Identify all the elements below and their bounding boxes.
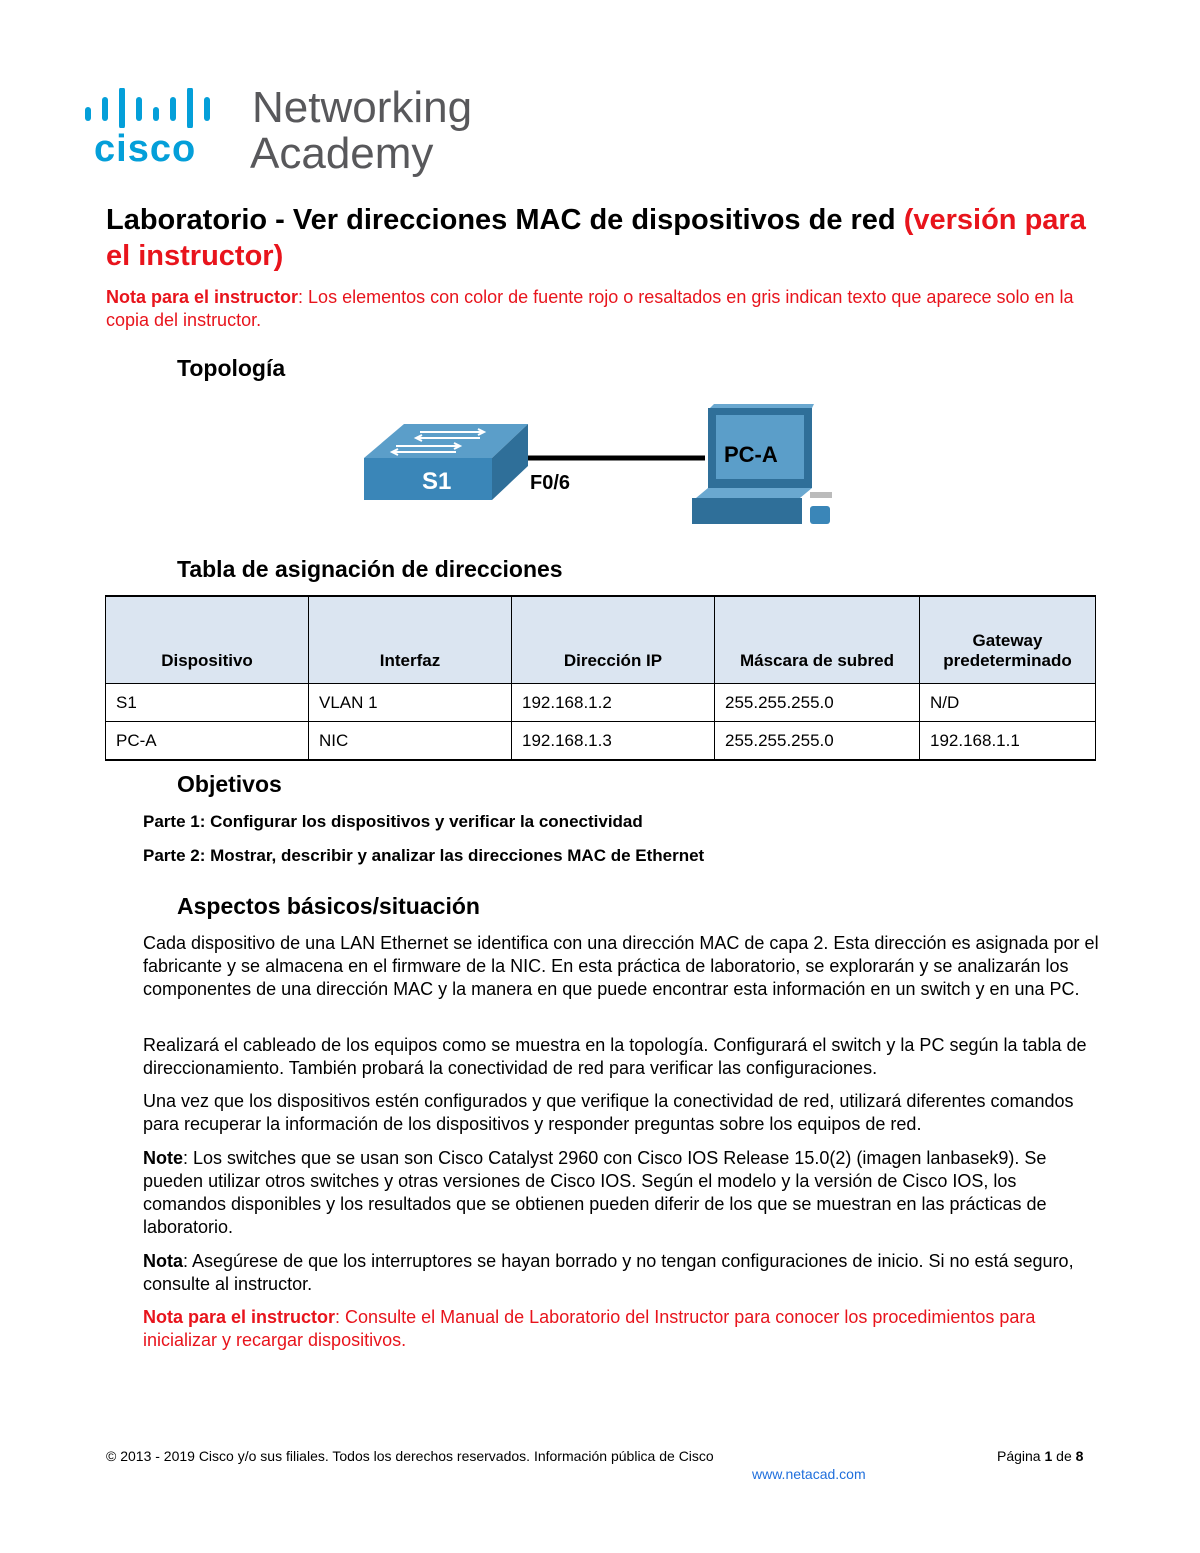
- instructor-note-text: : Los elementos con color de fuente rojo o resaltados en gris indican texto que aparece solo en la copia del instructor.: [106, 287, 1074, 330]
- header-ip: Dirección IP: [512, 596, 715, 684]
- title-main: Laboratorio - Ver direcciones MAC de dispositivos de red: [106, 204, 896, 236]
- logo-networking: Networking: [252, 83, 473, 132]
- section-background-heading: Aspectos básicos/situación: [177, 893, 480, 919]
- title-instructor-version: (versión para el instructor): [106, 204, 1086, 272]
- note-label: Nota: [143, 1251, 183, 1271]
- footer-page-number: [997, 1448, 1083, 1464]
- table-row: [106, 684, 1096, 722]
- objective-part-2: Parte 2: Mostrar, describir y analizar las direcciones MAC de Ethernet: [143, 846, 705, 865]
- objective-part-1: Parte 1: Configurar los dispositivos y verificar la conectividad: [143, 812, 643, 831]
- table-header-row: [106, 596, 1096, 684]
- header-device: Dispositivo: [106, 596, 309, 684]
- cell-interface: NIC: [309, 722, 512, 761]
- note-erase: [143, 1250, 1103, 1296]
- header-gateway: Gateway predeterminado: [920, 596, 1096, 684]
- page-current: 1: [1044, 1448, 1053, 1464]
- cell-gateway: 192.168.1.1: [920, 722, 1096, 761]
- instructor-note-top: [106, 286, 1106, 332]
- page-total: 8: [1075, 1448, 1084, 1464]
- logo-academy: Academy: [250, 129, 434, 178]
- instructor-note-label: Nota para el instructor: [143, 1307, 336, 1327]
- note-switches: [143, 1147, 1103, 1239]
- background-paragraph-1: Cada dispositivo de una LAN Ethernet se identifica con una dirección MAC de capa 2. Esta dirección es asignada por el fabricante y se almacena en el firmware de la NIC. En esta práctica de laboratorio, se explorarán y se analizarán los componentes de una dirección MAC y la manera en que puede encontrar esta información en un switch y en una PC.: [143, 933, 1099, 999]
- instructor-note-label: Nota para el instructor: [106, 287, 299, 307]
- cell-interface: VLAN 1: [309, 684, 512, 722]
- port-label: F0/6: [530, 472, 571, 494]
- cell-mask: 255.255.255.0: [715, 684, 920, 722]
- header-interface: Interfaz: [309, 596, 512, 684]
- table-row: [106, 722, 1096, 761]
- pc-label: PC-A: [724, 442, 778, 467]
- cell-ip: 192.168.1.2: [512, 684, 715, 722]
- note-text: : Asegúrese de que los interruptores se hayan borrado y no tengan configuraciones de inicio. Si no está seguro, consulte al instructor.: [143, 1251, 1074, 1294]
- instructor-note-text: : Consulte el Manual de Laboratorio del Instructor para conocer los procedimientos para inicializar y recargar dispositivos.: [143, 1307, 1036, 1350]
- section-table-heading: Tabla de asignación de direcciones: [177, 556, 563, 582]
- note-text: : Los switches que se usan son Cisco Catalyst 2960 con Cisco IOS Release 15.0(2) (imagen lanbasek9). Se pueden utilizar otros switches y otras versiones de Cisco IOS. Según el modelo y la versión de Cisco IOS, los comandos disponibles y los resultados que se obtienen pueden diferir de los que se muestran en las prácticas de laboratorio.: [143, 1148, 1047, 1237]
- note-label: Note: [143, 1148, 183, 1168]
- page-of: de: [1056, 1448, 1072, 1464]
- section-topology-heading: Topología: [177, 355, 286, 381]
- cell-mask: 255.255.255.0: [715, 722, 920, 761]
- cell-device: S1: [106, 684, 309, 722]
- page-prefix: Página: [997, 1448, 1041, 1464]
- address-table: [105, 595, 1096, 761]
- section-objectives-heading: Objetivos: [177, 771, 282, 797]
- instructor-note-bottom: [143, 1306, 1103, 1352]
- background-paragraph-2: Realizará el cableado de los equipos como se muestra en la topología. Configurará el switch y la PC según la tabla de direccionamiento. También probará la conectividad de red para verificar las configuraciones.: [143, 1035, 1087, 1078]
- topology-diagram: [360, 398, 860, 533]
- cell-gateway: N/D: [920, 684, 1096, 722]
- cisco-bars-logo: [84, 88, 224, 128]
- cell-device: PC-A: [106, 722, 309, 761]
- background-paragraph-3: Una vez que los dispositivos estén configurados y que verifique la conectividad de red, utilizará diferentes comandos para recuperar la información de los dispositivos y responder preguntas sobre los equipos de red.: [143, 1091, 1074, 1134]
- footer-url-link[interactable]: www.netacad.com: [752, 1466, 866, 1482]
- cell-ip: 192.168.1.3: [512, 722, 715, 761]
- cisco-wordmark: cisco: [94, 128, 197, 170]
- header-mask: Máscara de subred: [715, 596, 920, 684]
- switch-label: S1: [422, 468, 452, 495]
- page-title: [106, 202, 1106, 274]
- footer-copyright: © 2013 - 2019 Cisco y/o sus filiales. Todos los derechos reservados. Información pública de Cisco: [106, 1448, 714, 1464]
